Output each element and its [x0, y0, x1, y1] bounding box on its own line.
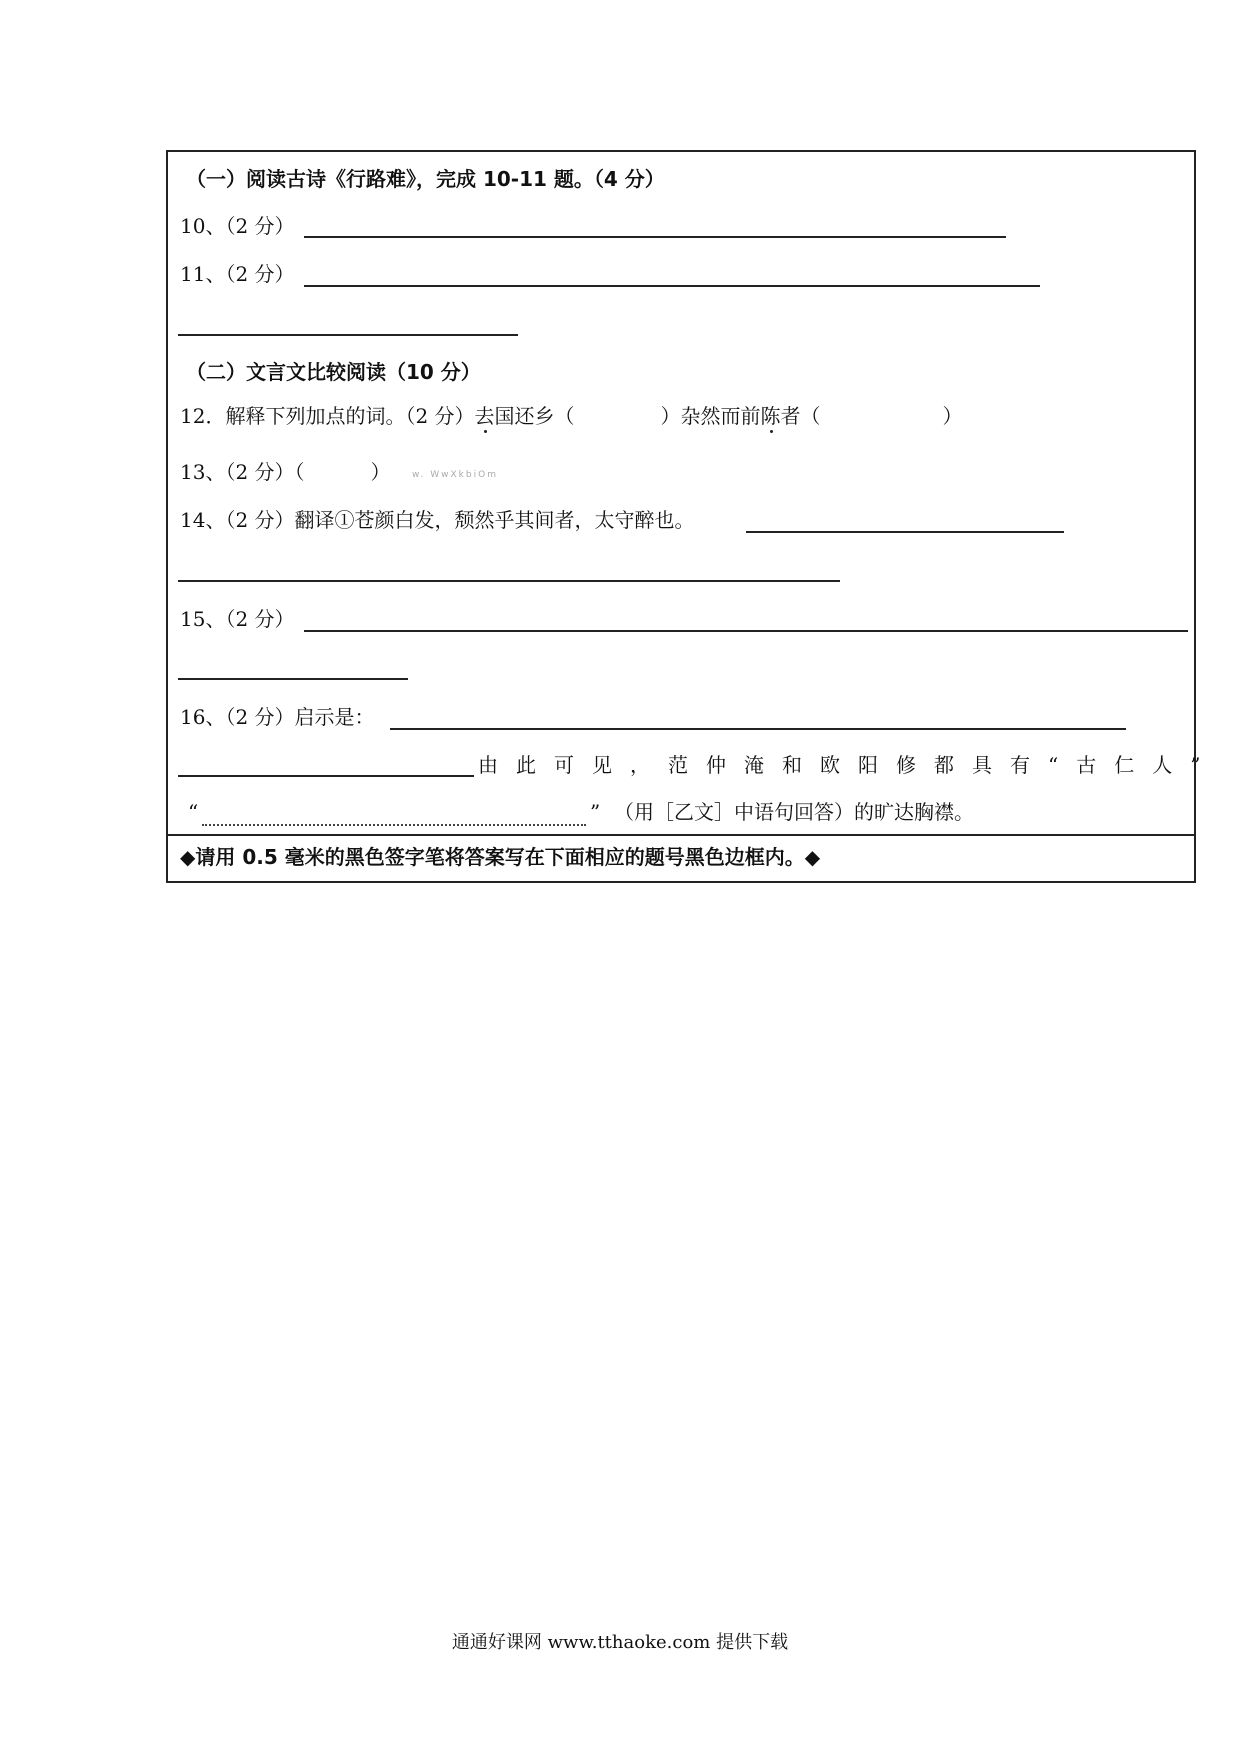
q12-dotted-word-1: 去: [474, 404, 495, 428]
q11-answer-line-2[interactable]: [178, 334, 518, 336]
q13-close: ）: [370, 460, 391, 484]
q11-answer-line[interactable]: [304, 285, 1040, 287]
q14-answer-line-2[interactable]: [178, 580, 840, 582]
q16-answer-line[interactable]: [390, 728, 1126, 730]
q12-word2-context: 者（: [780, 404, 821, 428]
notice-text: ◆请用 0.5 毫米的黑色签字笔将答案写在下面相应的题号黑色边框内。◆: [180, 845, 821, 869]
q16-answer-line-2[interactable]: [178, 775, 474, 777]
footer-text: 通通好课网 www.tthaoke.com 提供下载: [451, 1632, 789, 1653]
notice-divider: [168, 834, 1194, 836]
q12-close: ）: [942, 404, 963, 428]
q16-open-quote: “: [188, 800, 199, 824]
q12-word1-context: 国还乡（: [494, 404, 575, 428]
q15-answer-line[interactable]: [304, 630, 1188, 632]
q12-dotted-word-2: 陈: [760, 404, 781, 428]
q16-line2: 由此可见，范仲淹和欧阳修都具有“古仁人”: [478, 753, 1219, 777]
q13-text: [180, 460, 391, 484]
q13-label: 13、（2 分）（: [180, 460, 305, 484]
q12-text: [180, 404, 963, 428]
faint-watermark: w. WwXkbiOm: [412, 470, 498, 480]
q16-text: 16、（2 分）启示是：: [180, 705, 375, 729]
section1-header: （一）阅读古诗《行路难》，完成 10-11 题。（4 分）: [186, 167, 665, 191]
q10-label: 10、（2 分）: [180, 214, 295, 238]
q14-answer-line[interactable]: [746, 531, 1064, 533]
q16-line3-suffix: （用［乙文］中语句回答）的旷达胸襟。: [614, 800, 974, 824]
q10-answer-line[interactable]: [304, 236, 1006, 238]
answer-sheet-box: [166, 150, 1219, 883]
q12-prefix: 12．解释下列加点的词。（2 分）: [180, 404, 475, 428]
q16-close-quote: ”: [590, 800, 601, 824]
q14-text: 14、（2 分）翻译①苍颜白发，颓然乎其间者，太守醉也。: [180, 508, 695, 532]
q11-label: 11、（2 分）: [180, 262, 295, 286]
q15-answer-line-2[interactable]: [178, 678, 408, 680]
q15-label: 15、（2 分）: [180, 607, 295, 631]
q16-quote-blank[interactable]: [202, 824, 586, 826]
section2-header: （二）文言文比较阅读（10 分）: [186, 360, 481, 384]
q12-mid: ）杂然而前: [660, 404, 761, 428]
